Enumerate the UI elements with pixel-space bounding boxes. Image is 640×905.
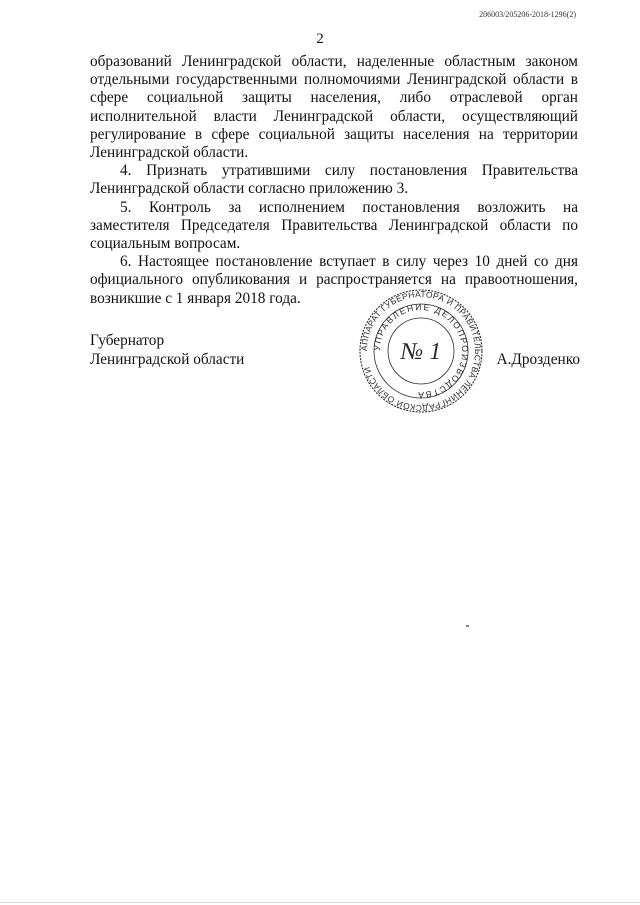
paragraph-item-4: 4. Признать утратившими силу постановления Правительства Ленинградской области согласно приложению 3.: [90, 162, 578, 198]
signatory-title-line1: Губернатор: [90, 332, 165, 349]
signature-block: [90, 331, 580, 411]
scan-mark: [466, 625, 469, 627]
page-number: 2: [316, 31, 324, 47]
paragraph-item-6: 6. Настоящее постановление вступает в силу через 10 дней со дня официального опубликования и распространяется на правоотношения, возникшие с 1 января 2018 года.: [90, 253, 578, 307]
signatory-title: [90, 331, 244, 369]
signatory-name: А.Дрозденко: [496, 351, 580, 368]
paragraph-continuation: образований Ленинградской области, наделенные областным законом отдельными государственными полномочиями Ленинградской области в сфере социальной защиты населения, либо отраслевой орган исполнительной власти Ленинградской области, осуществляющий регулирование в сфере социальной защиты населения на территории Ленинградской области.: [90, 53, 578, 162]
paragraph-item-5: 5. Контроль за исполнением постановления возложить на заместителя Председателя Правительства Ленинградской области по социальным вопросам.: [90, 198, 578, 253]
signatory-title-line2: Ленинградской области: [90, 351, 245, 368]
page-bottom-edge: [0, 902, 640, 903]
stamp-inner-text: УПРАВЛЕНИЕ ДЕЛОПРОИЗВОДСТВА: [371, 301, 471, 401]
document-body: [90, 53, 578, 308]
stamp-number: № 1: [400, 339, 442, 365]
stamp-outer-text: АППАРАТ ГУБЕРНАТОРА И ПРАВИТЕЛЬСТВА ЛЕНИНГРАДСКОЙ ОБЛАСТИ: [358, 288, 484, 414]
document-code: 206003/205206-2018-1296(2): [479, 10, 576, 19]
official-stamp: [358, 288, 484, 414]
